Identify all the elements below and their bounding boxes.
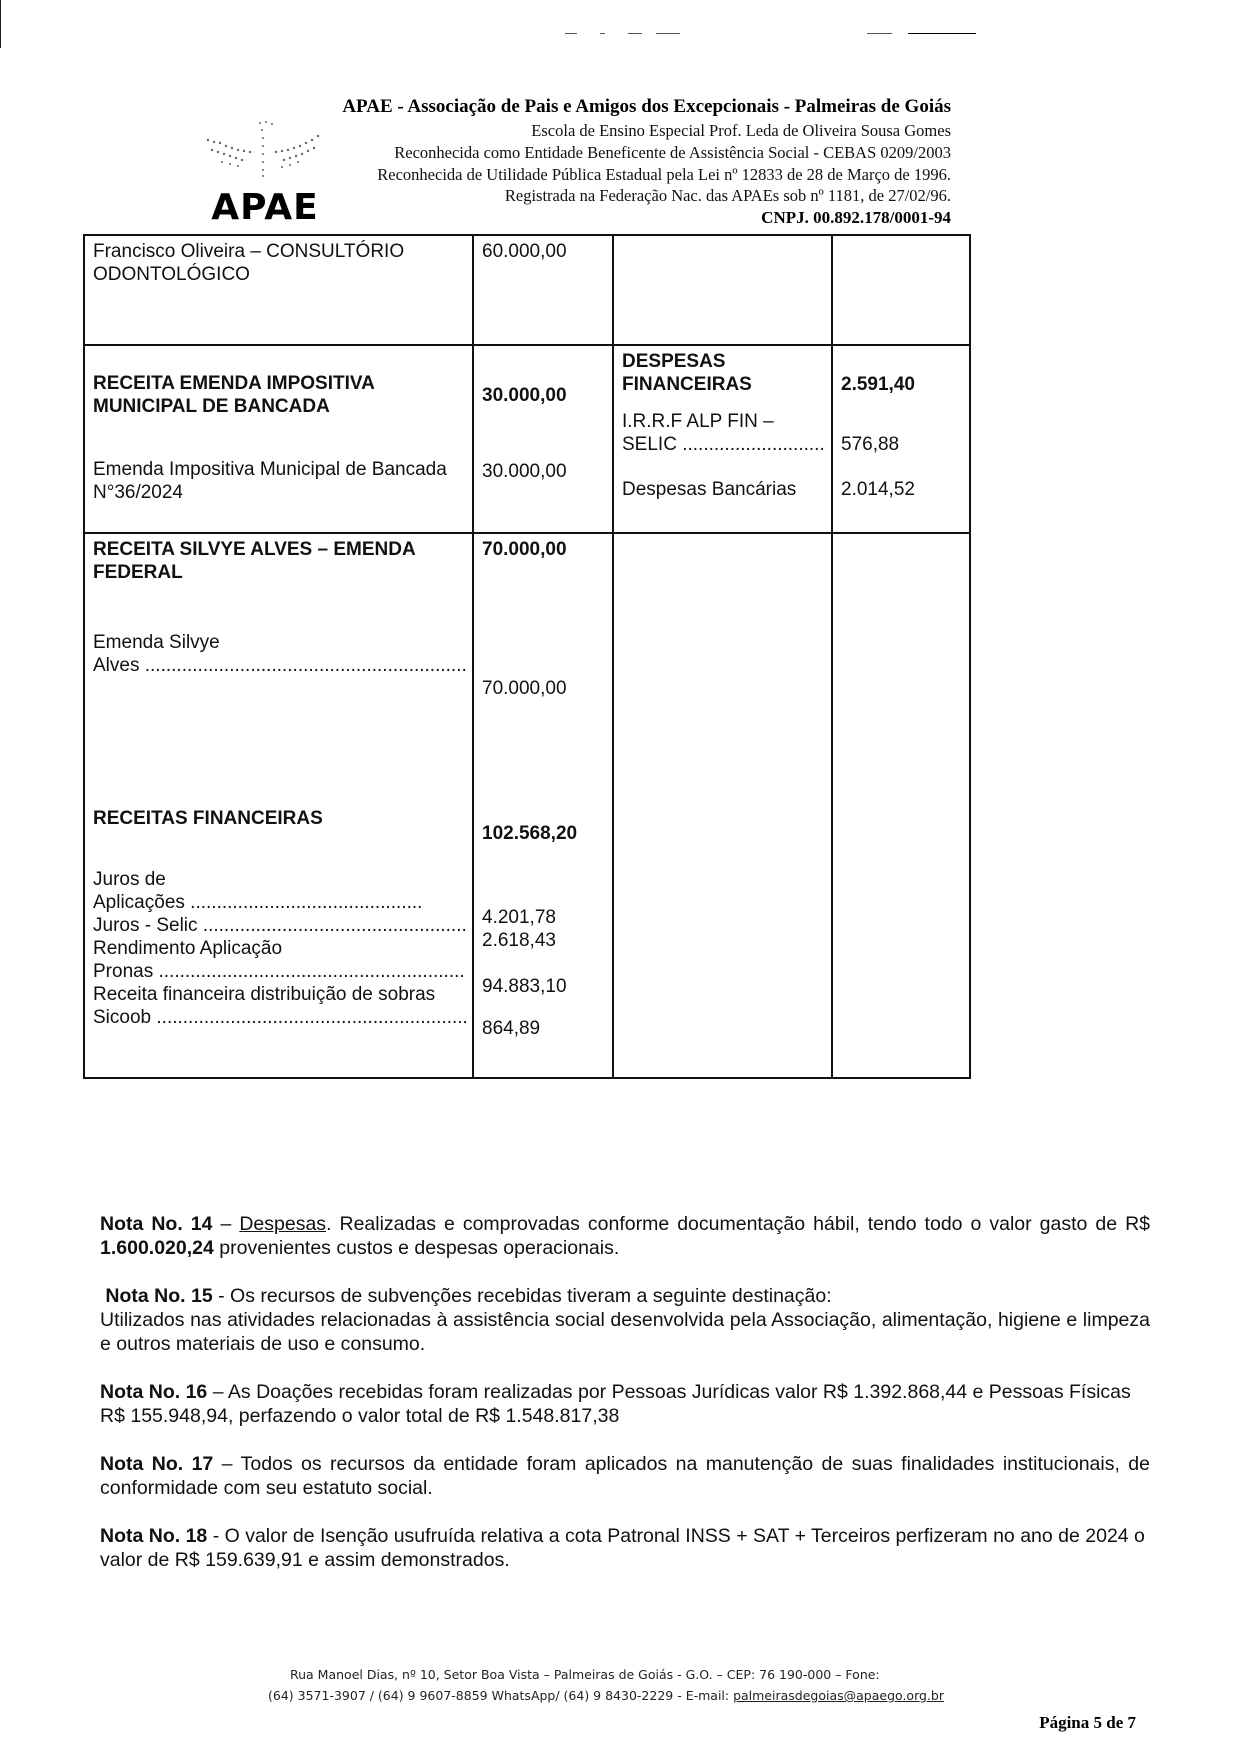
note-15 — [100, 1284, 1150, 1356]
table-row — [84, 345, 970, 533]
expense-cell — [613, 345, 832, 533]
note-text: Utilizados nas atividades relacionadas à assistência social desenvolvida pela Associação, alimentação, higiene e limpeza e outros materiais de uso e consumo. — [100, 1309, 1150, 1355]
cnpj: CNPJ. 00.892.178/0001-94 — [761, 208, 951, 227]
value-text: 60.000,00 — [482, 241, 567, 262]
school-name: Escola de Ensino Especial Prof. Leda de Oliveira Sousa Gomes — [531, 121, 951, 140]
footer-email-link[interactable]: palmeirasdegoias@apaego.org.br — [733, 1688, 944, 1703]
financial-item: Juros - Selic ..... — [93, 914, 466, 937]
expense-item-value: 2.014,52 — [841, 479, 915, 500]
note-18 — [100, 1524, 1150, 1572]
revenue-heading: RECEITA EMENDA IMPOSITIVA — [93, 373, 375, 394]
expense-item: Despesas Bancárias — [622, 479, 797, 500]
note-label: Nota No. 14 — [100, 1213, 213, 1235]
note-text: Os recursos de subvenções recebidas tiveram a seguinte destinação: — [230, 1285, 832, 1307]
revenue-heading: FEDERAL — [93, 562, 183, 583]
footer-address: Rua Manoel Dias, nº 10, Setor Boa Vista – Palmeiras de Goiás - G.O. – CEP: 76 190-000 – Fone: — [290, 1667, 880, 1682]
revenue-item: Emenda Silvye — [93, 632, 220, 653]
financial-item-value: 94.883,10 — [482, 976, 567, 997]
financial-revenue-heading: RECEITAS FINANCEIRAS — [93, 808, 323, 829]
note-text: Todos os recursos da entidade foram aplicados na manutenção de suas finalidades institucionais, de conformidade com seu estatuto social. — [100, 1453, 1150, 1499]
description-text: Francisco Oliveira – CONSULTÓRIO — [93, 241, 405, 262]
value-cell — [473, 533, 613, 1078]
description-cell — [84, 533, 473, 1078]
note-label: Nota No. 18 — [100, 1525, 208, 1547]
financial-item: Aplicações ..... — [93, 891, 423, 914]
expense-heading: FINANCEIRAS — [622, 374, 752, 395]
note-separator: - — [212, 1285, 231, 1307]
table-row — [84, 235, 970, 345]
scan-artifact — [867, 33, 892, 34]
footer-contacts — [268, 1685, 944, 1706]
organization-name: APAE - Associação de Pais e Amigos dos Excepcionais - Palmeiras de Goiás — [342, 96, 951, 117]
revenue-item: Emenda Impositiva Municipal de Bancada — [93, 459, 447, 480]
financial-item: Receita financeira distribuição de sobras — [93, 984, 436, 1005]
note-label: Nota No. 16 — [100, 1381, 208, 1403]
revenue-item-value: 70.000,00 — [482, 678, 567, 699]
note-17 — [100, 1452, 1150, 1500]
financial-item-value: 2.618,43 — [482, 930, 556, 951]
financial-item: Pronas ..... — [93, 960, 466, 983]
footer-phones: (64) 3571-3907 / (64) 9 9607-8859 WhatsApp/ (64) 9 8430-2229 - E-mail: — [268, 1688, 734, 1703]
expense-total: 2.591,40 — [841, 374, 915, 395]
financial-item-value: 864,89 — [482, 1018, 541, 1039]
cebas-registration: Reconhecida como Entidade Beneficente de Assistência Social - CEBAS 0209/2003 — [394, 143, 951, 162]
scan-artifact — [628, 33, 642, 34]
financial-item: Juros de — [93, 869, 166, 890]
revenue-total: 70.000,00 — [482, 539, 567, 560]
logo-text: APAE — [211, 187, 319, 228]
description-cell — [84, 345, 473, 533]
revenue-total: 30.000,00 — [482, 385, 567, 406]
revenue-heading: MUNICIPAL DE BANCADA — [93, 396, 330, 417]
scan-artifact — [908, 33, 976, 34]
financial-item-value: 4.201,78 — [482, 907, 556, 928]
revenue-heading: RECEITA SILVYE ALVES – EMENDA — [93, 539, 416, 560]
note-separator: – — [212, 1213, 240, 1235]
explanatory-notes — [100, 1212, 1150, 1596]
revenue-item: N°36/2024 — [93, 482, 183, 503]
note-text: As Doações recebidas foram realizadas por Pessoas Jurídicas valor R$ 1.392.868,44 e Pessoas Físicas R$ 155.948,94, perfazendo o valor total de R$ 1.548.817,38 — [100, 1381, 1131, 1427]
note-amount: 1.600.020,24 — [100, 1237, 214, 1259]
scan-artifact — [565, 33, 577, 34]
expense-cell — [613, 235, 832, 345]
hands-flower-icon — [198, 118, 328, 180]
note-label: Nota No. 15 — [105, 1285, 213, 1307]
note-text: . Realizadas e comprovadas conforme documentação hábil, tendo todo o valor gasto de R$ — [326, 1213, 1150, 1235]
note-14 — [100, 1212, 1150, 1260]
expense-heading: DESPESAS — [622, 351, 726, 372]
description-text: ODONTOLÓGICO — [93, 264, 250, 285]
revenue-item: Alves ..... — [93, 654, 466, 677]
note-separator: - — [207, 1525, 225, 1547]
expense-item: I.R.R.F ALP FIN – — [622, 411, 774, 432]
note-16 — [100, 1380, 1150, 1428]
note-separator: – — [213, 1453, 241, 1475]
note-topic: Despesas — [239, 1213, 327, 1235]
expense-item: SELIC ..... — [622, 433, 825, 456]
scan-margin-mark — [0, 0, 1, 48]
expense-value-cell — [832, 235, 970, 345]
financial-revenue-total: 102.568,20 — [482, 823, 578, 844]
apae-logo — [190, 118, 340, 230]
note-label: Nota No. 17 — [100, 1453, 214, 1475]
financial-item: Rendimento Aplicação — [93, 938, 283, 959]
expense-cell — [613, 533, 832, 1078]
page-number: Página 5 de 7 — [1039, 1713, 1136, 1732]
table-row — [84, 533, 970, 1078]
note-text: O valor de Isenção usufruída relativa a cota Patronal INSS + SAT + Terceiros perfizeram no ano de 2024 o valor de R$ 159.639,91 e assim demonstrados. — [100, 1525, 1145, 1571]
expense-item-value: 576,88 — [841, 434, 900, 455]
financial-item: Sicoob ..... — [93, 1006, 466, 1029]
value-cell — [473, 235, 613, 345]
note-separator: – — [207, 1381, 228, 1403]
scan-artifact — [656, 33, 680, 34]
expense-value-cell — [832, 533, 970, 1078]
public-utility-law: Reconhecida de Utilidade Pública Estadual pela Lei nº 12833 de 28 de Março de 1996. — [377, 165, 951, 184]
revenue-item-value: 30.000,00 — [482, 461, 567, 482]
note-text: provenientes custos e despesas operacionais. — [213, 1237, 620, 1259]
value-cell — [473, 345, 613, 533]
expense-value-cell — [832, 345, 970, 533]
description-cell — [84, 235, 473, 345]
scan-artifact — [600, 33, 605, 34]
federation-registration: Registrada na Federação Nac. das APAEs sob nº 1181, de 27/02/96. — [504, 186, 951, 205]
financial-table — [83, 234, 971, 1079]
